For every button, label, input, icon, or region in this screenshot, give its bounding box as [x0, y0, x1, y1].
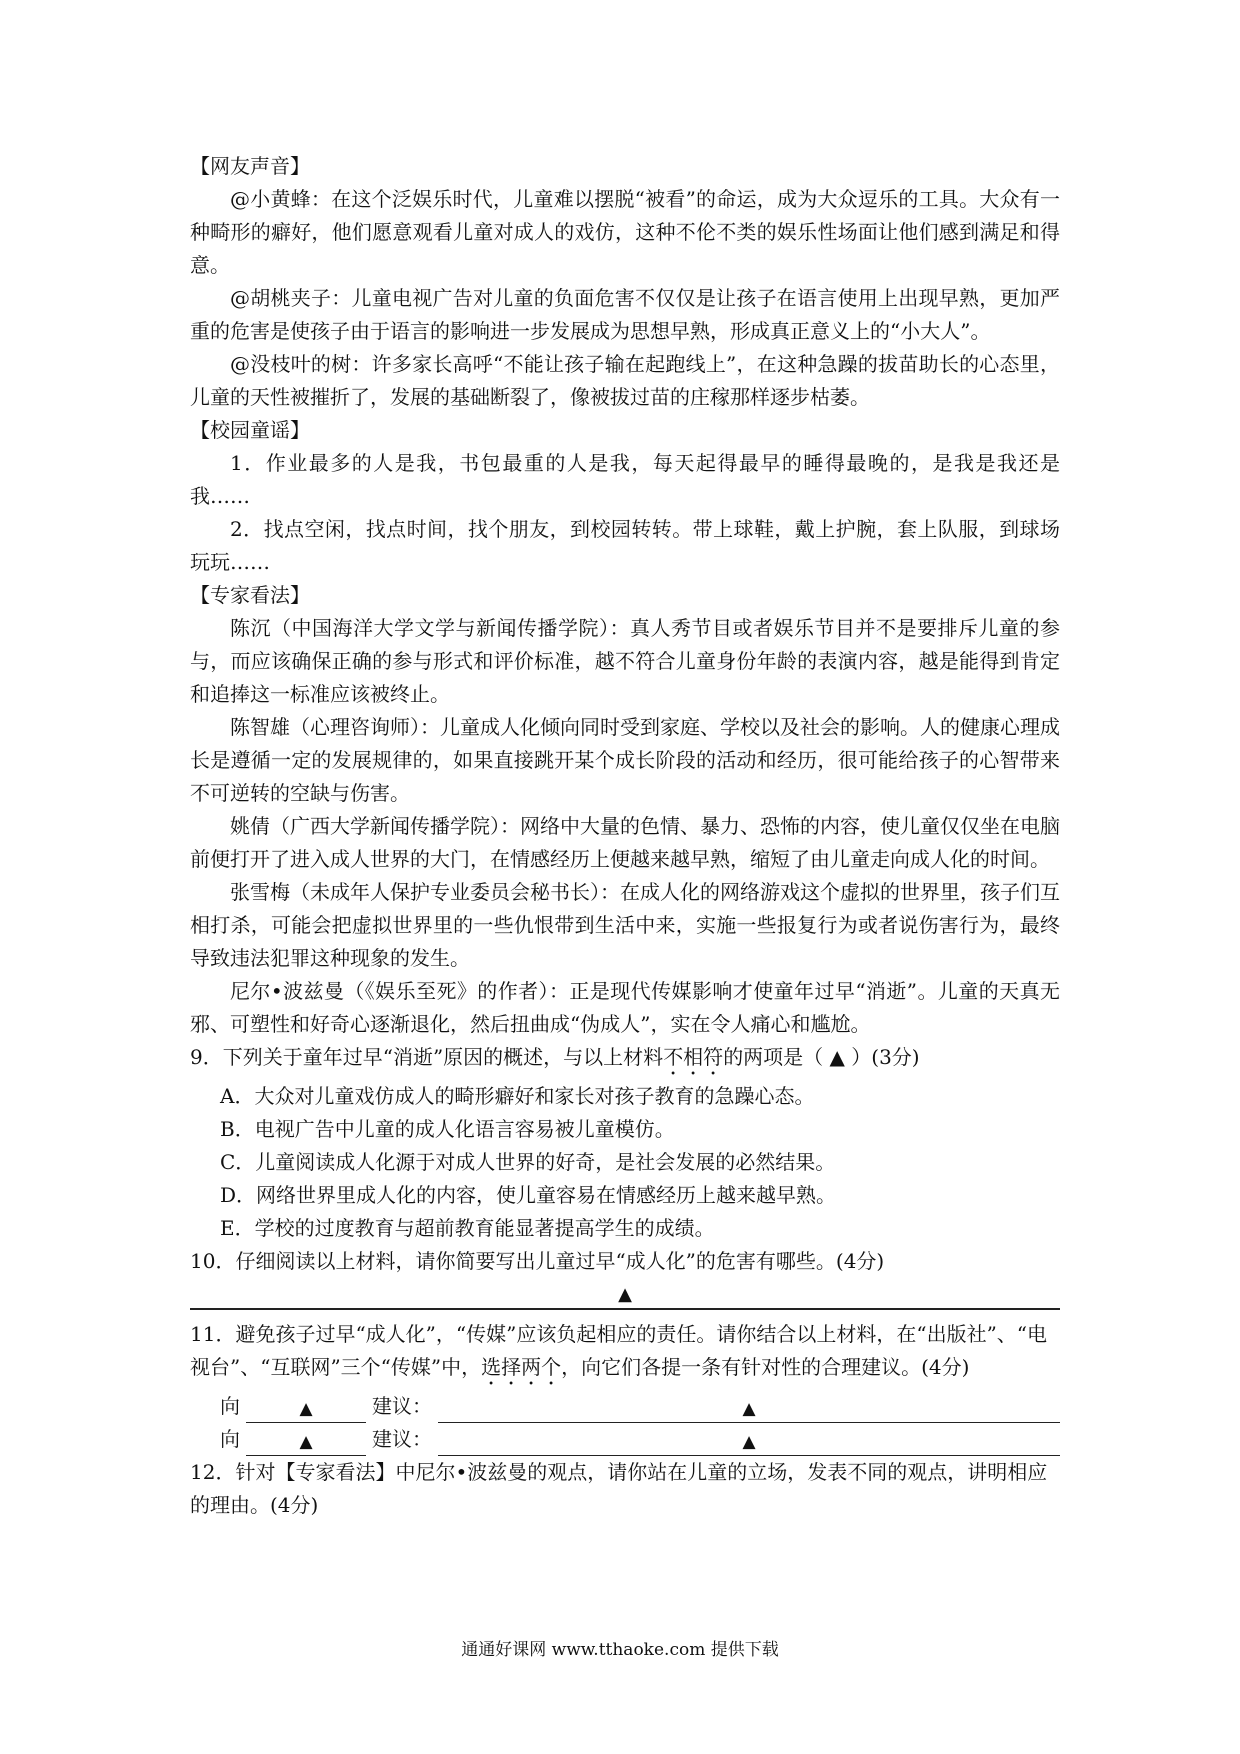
- media-blank[interactable]: ▲: [246, 1396, 366, 1423]
- suggestion-row: [190, 1423, 1060, 1456]
- suggestion-row: [190, 1390, 1060, 1423]
- section-title-netizens: 【网友声音】: [190, 154, 310, 178]
- question-11: [190, 1318, 1060, 1390]
- expert-opinion: 陈沉（中国海洋大学文学与新闻传播学院）：真人秀节目或者娱乐节目并不是要排斥儿童的参与，而应该确保正确的参与形式和评价标准，越不符合儿童身份年龄的表演内容，越是能得到肯定和追捧这一标准应该被终止。: [190, 616, 1060, 706]
- rhyme-verse: 1．作业最多的人是我，书包最重的人是我，每天起得最早的睡得最晚的，是我是我还是我……: [190, 451, 1060, 508]
- section-title-experts: 【专家看法】: [190, 583, 310, 607]
- question-10: 10．仔细阅读以上材料，请你简要写出儿童过早“成人化”的危害有哪些。(4分): [190, 1249, 885, 1273]
- expert-opinion: 张雪梅（未成年人保护专业委员会秘书长）：在成人化的网络游戏这个虚拟的世界里，孩子们互相打杀，可能会把虚拟世界里的一些仇恨带到生活中来，实施一些报复行为或者说伤害行为，最终导致违法犯罪这种现象的发生。: [190, 880, 1060, 970]
- netizen-comment: @胡桃夹子：儿童电视广告对儿童的负面危害不仅仅是让孩子在语言使用上出现早熟，更加严重的危害是使孩子由于语言的影响进一步发展成为思想早熟，形成真正意义上的“小大人”。: [190, 286, 1060, 343]
- question-12: 12．针对【专家看法】中尼尔•波兹曼的观点，请你站在儿童的立场，发表不同的观点，讲明相应的理由。(4分): [190, 1460, 1048, 1517]
- question-9-text: 9．下列关于童年过早“消逝”原因的概述，与以上材料: [190, 1045, 664, 1069]
- answer-line-q10[interactable]: [190, 1278, 1060, 1310]
- suggestion-label: 建议：: [372, 1394, 432, 1418]
- to-label: 向: [220, 1394, 240, 1418]
- suggestion-blank[interactable]: ▲: [438, 1396, 1060, 1423]
- to-label: 向: [220, 1427, 240, 1451]
- question-11-tail: ，向它们各提一条有针对性的合理建议。(4分): [561, 1355, 970, 1379]
- option-c[interactable]: C．儿童阅读成人化源于对成人世界的好奇，是社会发展的必然结果。: [220, 1150, 836, 1174]
- netizen-comment: @没枝叶的树：许多家长高呼“不能让孩子输在起跑线上”，在这种急躁的拔苗助长的心态里，儿童的天性被摧折了，发展的基础断裂了，像被拔过苗的庄稼那样逐步枯萎。: [190, 352, 1060, 409]
- netizen-comment: @小黄蜂：在这个泛娱乐时代，儿童难以摆脱“被看”的命运，成为大众逗乐的工具。大众有一种畸形的癖好，他们愿意观看儿童对成人的戏仿，这种不伦不类的娱乐性场面让他们感到满足和得意。: [190, 187, 1060, 277]
- option-e[interactable]: E．学校的过度教育与超前教育能显著提高学生的成绩。: [220, 1216, 715, 1240]
- rhyme-verse: 2．找点空闲，找点时间，找个朋友，到校园转转。带上球鞋，戴上护腕，套上队服，到球场玩玩……: [190, 517, 1060, 574]
- option-d[interactable]: D．网络世界里成人化的内容，使儿童容易在情感经历上越来越早熟。: [220, 1183, 837, 1207]
- expert-opinion: 尼尔•波兹曼（《娱乐至死》的作者）：正是现代传媒影响才使童年过早“消逝”。儿童的天真无邪、可塑性和好奇心逐渐退化，然后扭曲成“伪成人”，实在令人痛心和尴尬。: [190, 979, 1060, 1036]
- answer-marker: ▲: [618, 1284, 632, 1305]
- question-11-emphasis: 选择两个: [481, 1355, 562, 1379]
- page-footer: 通通好课网 www.tthaoke.com 提供下载: [461, 1640, 779, 1660]
- question-11-text: 11．避免孩子过早“成人化”，“传媒”应该负起相应的责任。请你结合以上材料，在“出版社”、“电视台”、“互联网”三个“传媒”中，: [190, 1322, 1048, 1379]
- expert-opinion: 陈智雄（心理咨询师）：儿童成人化倾向同时受到家庭、学校以及社会的影响。人的健康心理成长是遵循一定的发展规律的，如果直接跳开某个成长阶段的活动和经历，很可能给孩子的心智带来不可逆转的空缺与伤害。: [190, 715, 1060, 805]
- question-9-score: 的两项是（ ▲ ）(3分): [723, 1045, 920, 1069]
- reading-material: [190, 150, 1060, 1522]
- expert-opinion: 姚倩（广西大学新闻传播学院）：网络中大量的色情、暴力、恐怖的内容，使儿童仅仅坐在电脑前便打开了进入成人世界的大门，在情感经历上便越来越早熟，缩短了由儿童走向成人化的时间。: [190, 814, 1060, 871]
- question-9-emphasis: 不相符: [663, 1045, 724, 1069]
- media-blank[interactable]: ▲: [246, 1429, 366, 1456]
- section-title-rhymes: 【校园童谣】: [190, 418, 310, 442]
- option-b[interactable]: B．电视广告中儿童的成人化语言容易被儿童模仿。: [220, 1117, 675, 1141]
- suggestion-blank[interactable]: ▲: [438, 1429, 1060, 1456]
- option-a[interactable]: A．大众对儿童戏仿成人的畸形癖好和家长对孩子教育的急躁心态。: [220, 1084, 815, 1108]
- suggestion-label: 建议：: [372, 1427, 432, 1451]
- question-9: [190, 1041, 1060, 1080]
